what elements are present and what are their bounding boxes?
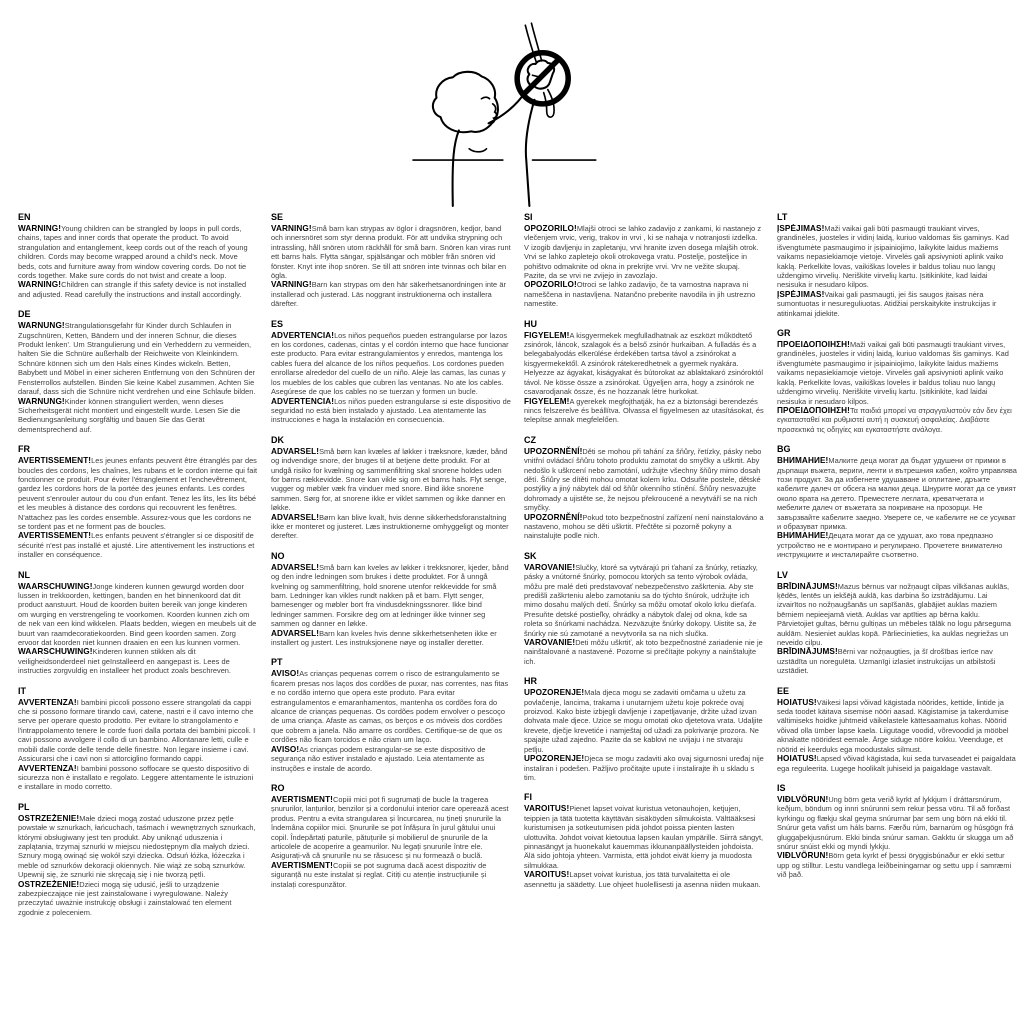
warning-label: WAARSCHUWING! <box>18 581 93 591</box>
warning-paragraph <box>271 447 511 513</box>
language-code: RO <box>271 782 285 793</box>
warning-paragraph <box>18 321 258 396</box>
warning-label: UPOZORNĚNÍ! <box>524 512 583 522</box>
warning-text: Slučky, ktoré sa vytvárajú pri ťahaní za šnúrky, retiazky, pásky a vnútorné šnúrky, pomocou ktorých sa tento výrobok ovláda, môžu pre malé deti predstavovať nebezpečenstvo zaškrtenia. Aby ste predišli zaškrteniu alebo zamotaniu sa do týchto šnúrok, udržujte ich mimo dosahu malých detí. Šnúrky sa môžu omotať okolo krku dieťaťa. Presuňte detské postieľky, ohrádky a nábytok ďalej od okna, kde sa roleta so šnúrkami nachádza. Nezväzujte šnúrky dokopy. Uistite sa, že šnúrky nie sú zamotané a nevytvorila sa na nich slučka. <box>524 562 758 638</box>
warning-paragraph <box>777 406 1017 434</box>
warning-text: Små børn kan kvæles af løkker i træksnore, kæder, bånd og indvendige snore, der bruges til at betjene dette produkt. For at undgå risiko for kvælning og sammenfiltring skal snorene holdes uden for børns rækkevidde. Snore kan vikle sig om et barns hals. Flyt senge, vugger og møbler væk fra vinduer med snore. Bind ikke snorene sammen. Sørg for, at snorene ikke er viklet sammen og ikke danner en løkke. <box>271 446 508 513</box>
warning-text: Bērni var nožņaugties, ja šī drošības ierīce nav uzstādīta un noregulēta. Uzmanīgi izlasiet instrukcijas un atbilstoši uzstādiet. <box>777 647 996 676</box>
warning-paragraph <box>777 224 1017 290</box>
language-code: SE <box>271 212 284 222</box>
warning-text: Deti môžu uškrtiť, ak toto bezpečnostné zariadenie nie je nainštalované a nastavené. Pozorne si prečítajte pokyny a nainštalujte ich. <box>524 638 763 666</box>
warning-label: AVERTISSEMENT! <box>18 531 92 541</box>
warning-text: Ung börn geta verið kyrkt af lykkjum í dráttarsnúrum, keðjum, böndum og innri snúrunni sem rekur þessa vöru. Til að forðast kyrkingu og flækju skal geyma snúrurnar þar sem ung börn ná ekki til. Snúrur geta vafist um háls barns. Færðu rúm, barnarúm og húsgögn frá gluggaþekjusnúrum. Ekki binda snúrur saman. Gakktu úr skugga um að snúrur snúist ekki og myndi lykkju. <box>777 794 1014 851</box>
language-code: LT <box>777 212 788 222</box>
warning-paragraph <box>777 754 1017 773</box>
collar-curve <box>469 149 486 152</box>
warning-label: VAROVANIE! <box>524 638 576 648</box>
warning-paragraph <box>18 531 258 559</box>
warning-paragraph <box>524 804 764 870</box>
warning-label: AVERTISMENT! <box>271 794 333 804</box>
warning-label: WAARSCHUWING! <box>18 647 93 657</box>
warning-text: Börn geta kyrkt ef þessi öryggisbúnaður er ekki settur upp og stilltur. Lestu vandlega leiðbeiningarnar og settu upp í samræmi við það. <box>777 851 1012 880</box>
warning-paragraph <box>18 456 258 531</box>
warning-text: Maži vaikai gali būti pasmaugti traukiant virves, grandinėles, juosteles ir vidinį laidą, kuriuo valdomas šis gaminys. Kad išvengtumėte pasmaugimo ir įsipainiojimo, laikykite laidus mažiems vaikams nepasiekiamoje vietoje. Virvelės gali apsivynioti aplink vaiko kaklą. Perkelkite lovas, vaikiškas loveles ir baldus toliau nuo langų uždengimo virvelių. Neriškite virvelių kartu. Įsitikinkite, kad laidai nesisuka ir nesudaro kilpos. <box>777 340 1009 406</box>
warning-paragraph <box>271 397 511 425</box>
warning-text: Pienet lapset voivat kuristua vetonauhojen, ketjujen, teippien ja tätä tuotetta käyttävän sisäköyden silmukoista. Välttääksesi kuristumisen ja sotkeutumisen pidä johdot poissa pienten lasten ulottuvilta. Johdot voivat kietoutua lapsen kaulan ympärille. Siirrä sängyt, pinnasängyt ja huonekalut kauemmas ikkunanpäällysteiden johdoista. Älä sido johtoja yhteen. Varmista, että johdot eivät kierry ja muodosta silmukkaa. <box>524 804 764 870</box>
language-section-fi <box>524 792 764 889</box>
warning-label: AVERTISSEMENT! <box>18 456 92 466</box>
warning-paragraph <box>777 340 1017 406</box>
warning-text: Kinderen kunnen stikken als dit veiligheidsonderdeel niet geïnstalleerd en aangepast is. Lees de instructies zorgvuldig en installeer het product zoals beschreven. <box>18 647 231 676</box>
warning-paragraph <box>777 851 1017 879</box>
language-code: ES <box>271 318 284 329</box>
warning-label: BRĪDINĀJUMS! <box>777 581 838 591</box>
warning-paragraph <box>524 754 764 782</box>
warning-label: VAROVANIE! <box>524 562 576 572</box>
warning-paragraph <box>524 513 764 541</box>
language-section-en <box>18 212 258 299</box>
warning-paragraph <box>271 669 511 744</box>
warning-paragraph <box>524 688 764 754</box>
warning-label: UPOZORNĚNÍ! <box>524 446 583 456</box>
warning-text: Copiii mici pot fi sugrumați de bucle la tragerea șnururilor, lanțurilor, benzilor și a cordonului interior care operează acest produs. Pentru a evita strangularea și încurcarea, nu țineți șnururile la îndemâna copiilor mici. Șnururile se pot înfășura în jurul gâtului unui copil. Îndepărtați paturile, pătuțurile și mobilierul de șnururile de la articolele de acoperire a geamurilor. Nu legați șnururile între ele. Asigurați-vă că șnururile nu se răsucesc și nu formează o buclă. <box>271 794 509 861</box>
warning-text: Mlajši otroci se lahko zadavijo z zankami, ki nastanejo z vlečenjem vrvic, verig, trakov in vrvi , ki se nahaja v notranjosti izdelka. V izogib davljenju in zapletanju, vrvi hranite izven dosega mlajših otrok. Vrvi se lahko zapletejo okoli otrokovega vratu. Postelje, posteljice in pohištvo odmaknite od okna in prekrijte vrvi. Vrv ne vežite skupaj. Pazite, da se vrvi ne zvijejo in zavozlajo. <box>524 224 762 281</box>
warning-label: VIÐLVÖRUN! <box>777 851 829 861</box>
warning-paragraph <box>271 563 511 629</box>
warning-text: As crianças podem estrangular-se se este dispositivo de segurança não estiver instalado e ajustado. Leia atentamente as instruções e instale de acordo. <box>271 744 486 773</box>
language-code: DK <box>271 434 284 445</box>
warning-text: Børn kan blive kvalt, hvis denne sikkerhedsforanstaltning ikke er monteret og justeret. Læs instruktionerne omhyggeligt og monter derefter. <box>271 512 509 541</box>
warning-label: FIGYELEM! <box>524 330 570 340</box>
warning-paragraph <box>18 224 258 280</box>
language-code: IT <box>18 685 26 696</box>
warning-text: Små barn kan kveles av løkker i trekksnorer, kjeder, bånd og den indre ledningen som brukes i dette produktet. For å unngå kvelning og sammenfiltring, hold snorene utenfor rekkevidde for små barn. Ledninger kan vikles rundt nakken på et barn. Flytt senger, barnesenger og møbler bort fra vindusdekningssnorer. Ikke bind ledninger sammen. Forsikre deg om at ledninger ikke tvinner seg sammen og danner en løkke. <box>271 562 509 629</box>
warning-paragraph <box>777 647 1017 675</box>
language-code: BG <box>777 444 791 455</box>
warning-text: Les enfants peuvent s'étrangler si ce dispositif de sécurité n'est pas installé et ajusté. Lire attentivement les instructions et installer en conséquence. <box>18 531 255 560</box>
warning-paragraph <box>777 698 1017 754</box>
warning-paragraph <box>18 647 258 675</box>
warning-paragraph <box>524 870 764 889</box>
warning-label: ADVERTENCIA! <box>271 330 335 340</box>
warning-label: WARNUNG! <box>18 321 65 331</box>
language-code: EN <box>18 212 31 222</box>
language-code: NO <box>271 550 285 561</box>
language-code: PL <box>18 801 30 812</box>
warning-label: FIGYELEM! <box>524 396 570 406</box>
language-section-ee <box>777 686 1017 773</box>
warning-label: AVISO! <box>271 669 300 679</box>
warning-paragraph <box>524 397 764 425</box>
warning-text: Lapset voivat kuristua, jos tätä turvalaitetta ei ole asennettu ja säädetty. Lue ohjeet huolellisesti ja asenna niiden mukaan. <box>524 870 761 889</box>
language-code: GR <box>777 328 791 339</box>
warning-paragraph <box>524 447 764 513</box>
warning-text: Kinder können stranguliert werden, wenn dieses Sicherheitsgerät nicht montiert und eingestellt wurde. Lesen Sie die Bedienungsanleitung sorgfältig und bauen Sie das Gerät dementsprechend auf. <box>18 396 241 434</box>
language-section-si <box>524 212 764 309</box>
warning-text: Los niños pueden estrangularse si este dispositivo de seguridad no está bien instalado y ajustado. Lea atentamente las instrucciones e haga la instalación en consecuencia. <box>271 396 511 425</box>
child-reaching-for-cord-illustration <box>404 14 616 208</box>
column-1 <box>18 212 258 927</box>
warning-paragraph <box>18 764 258 792</box>
warning-label: ΠΡΟΕΙΔΟΠΟΙΗΣΗ! <box>777 340 850 350</box>
language-section-bg <box>777 444 1017 559</box>
warning-text: Mala djeca mogu se zadaviti omčama u užetu za povlačenje, lancima, trakama i unutarnjem užetu koje pokreće ovaj proizvod. Kako biste izbjegli davljenje i zapetljavanje, držite užad izvan dohvata male djece. Uzice se mogu omotati oko djetetova vrata. Udaljite krevete, dječje krevetiće i namještaj od užadi za pokrivanje prozora. Ne spajajte užad zajedno. Pazite da se kablovi ne uvijaju i ne stvaraju petlju. <box>524 688 763 754</box>
warning-label: HOIATUS! <box>777 697 817 707</box>
warning-text: Barn kan strypas om den här säkerhetsanordningen inte är installerad och justerad. Läs noggrant instruktionerna och installera därefter. <box>271 280 506 309</box>
warning-label: ADVARSEL! <box>271 628 320 638</box>
language-code: CZ <box>524 434 536 445</box>
language-section-gr <box>777 328 1017 434</box>
warning-text: Små barn kan strypas av öglor i dragsnören, kedjor, band och innersnöret som styr denna produkt. För att undvika strypning och intrassling, håll snören utom räckhåll för små barn. Snören kan viras runt ett barns hals. Flytta sängar, spjälsängar och möbler från snören vid fönster. Knyt inte ihop snören. Se till att snören inte tvinnas och bilar en ögla. <box>271 224 511 281</box>
warning-text: Los niños pequeños pueden estrangularse por lazos en los cordones, cadenas, cintas y el cordón interno que hace funcionar este producto. Para evitar estrangulamientos y enredos, mantenga los cables fuera del alcance de los niños pequeños. Los cordones pueden enrollarse alrededor del cuello de un niño. Aleje las camas, las cunas y los muebles de los cables que cubren las ventanas. No ate los cables. Asegúrese de que los cables no se tuerzan y formen un bucle. <box>271 330 509 397</box>
warning-paragraph <box>777 795 1017 851</box>
warning-label: VIÐLVÖRUN! <box>777 794 829 804</box>
language-code: DE <box>18 309 31 320</box>
warning-text: Małe dzieci mogą zostać uduszone przez pętle powstałe w sznurkach, łańcuchach, taśmach i wewnętrznych sznurkach, którymi obsługiwany jest ten produkt. Aby uniknąć uduszenia i zaplątania, trzymaj sznurki w miejscu niedostępnym dla małych dzieci. Sznury mogą owinąć się wokół szyi dziecka. Odsuń łóżka, łóżeczka i meble od sznurków dekoracji okiennych. Nie wiąż ze sobą sznurków. Upewnij się, że sznurki nie skręcają się i nie tworzą pętli. <box>18 813 256 880</box>
warning-label: ĮSPĖJIMAS! <box>777 289 825 299</box>
warning-paragraph <box>271 331 511 397</box>
language-section-es <box>271 319 511 425</box>
warning-text: Малките деца могат да бъдат удушени от примки в дърпащи въжета, вериги, ленти и вътрешния кабел, който управлява този продукт. За да избегнете удушаване и оплитане, дръжте кабелите далеч от обсега на малки деца. Шнурите могат да се увият около врата на детето. Преместете леглата, креватчетата и мебелите далеч от въжетата за покриване на прозорци. Не завързвайте кабелите заедно. Уверете се, че кабелите не се усукват и образуват примка. <box>777 456 1017 531</box>
warning-label: UPOZORENJE! <box>524 688 585 698</box>
language-code: HR <box>524 676 537 687</box>
warning-label: OPOZORILO! <box>524 280 577 290</box>
language-code: EE <box>777 685 790 696</box>
warning-paragraph <box>271 745 511 773</box>
warning-label: WARNUNG! <box>18 396 65 406</box>
warning-paragraph <box>271 795 511 861</box>
warning-paragraph <box>524 224 764 280</box>
language-code: NL <box>18 569 30 580</box>
warning-text: A gyerekek megfojthatják, ha ez a biztonsági berendezés nincs felszerelve és beállítva. Olvassa el figyelmesen az utasításokat, és telepítse annak megfelelően. <box>524 396 764 425</box>
warning-paragraph <box>777 531 1017 559</box>
child-back-outline <box>453 130 459 206</box>
language-section-nl <box>18 570 258 676</box>
warning-text: Young children can be strangled by loops in pull cords, chains, tapes and inner cords that operate the product. To avoid strangulation and entanglement, keep cords out of the reach of young children. Cords may become wrapped around a child's neck. Move beds, cots and furniture away from window covering cords. Do not tie cords together. Make sure cords do not twist and create a loop. <box>18 224 248 281</box>
warning-paragraph <box>271 861 511 889</box>
language-columns <box>18 212 1017 927</box>
language-section-dk <box>271 435 511 541</box>
warning-paragraph <box>271 224 511 280</box>
language-code: SK <box>524 550 537 561</box>
warning-label: AVVERTENZA! <box>18 697 77 707</box>
warning-label: AVVERTENZA! <box>18 763 77 773</box>
language-section-is <box>777 783 1017 880</box>
language-section-hu <box>524 319 764 425</box>
language-section-pt <box>271 657 511 772</box>
warning-text: I bambini possono soffocare se questo dispositivo di sicurezza non è installato e regolato. Leggere attentamente le istruzioni e installare in modo corretto. <box>18 763 254 792</box>
face-brow <box>481 97 489 99</box>
warning-label: OSTRZEŻENIE! <box>18 879 80 889</box>
warning-label: VAROITUS! <box>524 870 570 880</box>
warning-label: ADVARSEL! <box>271 512 320 522</box>
warning-paragraph <box>524 280 764 308</box>
warning-paragraph <box>271 513 511 541</box>
language-section-ro <box>271 783 511 889</box>
language-code: HU <box>524 318 537 329</box>
language-section-lt <box>777 212 1017 318</box>
language-section-de <box>18 309 258 434</box>
language-code: LV <box>777 569 788 580</box>
warning-paragraph <box>524 331 764 397</box>
warning-label: AVERTISMENT! <box>271 860 333 870</box>
warning-text: Pokud toto bezpečnostní zařízení není nainstalováno a nastaveno, mohou se děti uškrtit. Přečtěte si pozorně pokyny a nainstalujte podle nich. <box>524 512 764 541</box>
language-section-pl <box>18 802 258 917</box>
warning-paragraph <box>18 397 258 435</box>
column-4 <box>777 212 1017 890</box>
column-2 <box>271 212 511 899</box>
warning-text: A kisgyermekek megfulladhatnak az eszközt működtető zsinórok, láncok, szalagok és a belső zsinór hurkaiban. A fulladás és a belegabalyodás elkerülése érdekében tartsa távol a zsinórokat a kisgyermekektől. A zsinórok rátekeredhetnek a gyermek nyakára. Helyezze az ágyakat, kiságyakat és bútorokat az ablaktakaró zsinóroktól távol. Ne kösse össze a zsinórokat. Ügyeljen arra, hogy a zsinórok ne csavarodjanak össze, és ne hozzanak létre hurkokat. <box>524 330 764 397</box>
warning-label: OSTRZEŻENIE! <box>18 813 80 823</box>
warning-text: Vaikai gali pasmaugti, jei šis saugos įtaisas nėra sumontuotas ir nesureguliuotas. Atidžiai perskaitykite instrukcijas ir atitinkamai įdiekite. <box>777 289 997 318</box>
language-section-lv <box>777 570 1017 676</box>
warning-paragraph <box>18 880 258 918</box>
language-section-cz <box>524 435 764 541</box>
warning-label: AVISO! <box>271 744 300 754</box>
column-3 <box>524 212 764 899</box>
warning-label: UPOZORENJE! <box>524 754 585 764</box>
warning-label: OPOZORILO! <box>524 224 577 233</box>
language-section-se <box>271 212 511 309</box>
warning-text: Děti se mohou při tahání za šňůry, řetízky, pásky nebo vnitřní ovládací šňůru tohoto produktu zamotat do smyčky a uškrtit. Aby nedošlo k uškrcení nebo zamotání, udržujte všechny šňůry mimo dosah dětí. Šňůry se dítěti mohou omotat kolem krku. Odsuňte postele, dětské postýlky a jiný nábytek dál od šňůr okenního stínění. Šňůry nesvazujte dohromady a ujistěte se, že nejsou překroucené a nevytváří se na nich smyčky. <box>524 446 762 513</box>
language-code: IS <box>777 782 786 793</box>
warning-text: Mazus bērnus var nožņaugt cilpas vilkšanas auklās, ķēdēs, lentēs un iekšējā auklā, kas darbina šo izstrādājumu. Lai izvairītos no nožņaugšanās un sapīšanās, glabājiet auklas maziem bērniem nepieejamā vietā. Auklas var aptīties ap bērna kaklu. Pārvietojiet gultas, bērnu gultiņas un mēbeles tālāk no logu pārseguma auklām. Nesieniet auklas kopā. Pārliecinieties, ka auklas negriežas un neveido cilpu. <box>777 581 1011 648</box>
warning-paragraph <box>271 629 511 648</box>
child-arm-torso-front <box>526 100 535 206</box>
warning-text: Dzieci mogą się udusić, jeśli to urządzenie zabezpieczające nie jest zainstalowane i wyregulowane. Należy przeczytać uważnie instrukcję obsługi i zainstalować ten element zgodnie z poleceniem. <box>18 879 232 917</box>
warning-text: Lapsed võivad kägistada, kui seda turvaseadet ei paigaldata ega reguleerita. Lugege hoolikalt juhiseid ja paigaldage vastavalt. <box>777 754 1016 773</box>
warning-label: ĮSPĖJIMAS! <box>777 224 825 233</box>
language-section-sk <box>524 551 764 666</box>
warning-text: As crianças pequenas correm o risco de estrangulamento se ficarem presas nos laços dos cordões de puxar, nas correntes, nas fitas e no cordão interno que opera este produto. Para evitar estrangulamentos e emaranhamentos, mantenha os cordões fora do alcance de crianças pequenas. Os cordões podem envolver o pescoço de uma criança. Afaste as camas, os berços e os móveis dos cordões que cobrem a janela. Não amarre os cordões. Certifique-se de que os cordões não ficam torcidos e não criam um laço. <box>271 669 509 745</box>
warning-label: ADVARSEL! <box>271 562 320 572</box>
warning-text: Djeca se mogu zadaviti ako ovaj sigurnosni uređaj nije instaliran i podešen. Pažljivo pročitajte upute i instalirajte ih u skladu s tim. <box>524 754 764 782</box>
warning-text: Jonge kinderen kunnen gewurgd worden door lussen in trekkoorden, kettingen, banden en het binnenkoord dat dit product aanstuurt. Houd de koorden buiten bereik van jonge kinderen om wurging en verstrengeling te voorkomen. Koorden kunnen zich om de nek van een kind wikkelen. Plaats bedden, wiegen en meubels uit de buurt van raamdecoratiekoorden. Bind geen koorden samen. Zorg ervoor dat koorden niet kunnen draaien en een lus kunnen vormen. <box>18 581 257 648</box>
warning-paragraph <box>777 290 1017 318</box>
warning-label: ADVARSEL! <box>271 446 320 456</box>
warning-paragraph <box>18 582 258 648</box>
language-code: SI <box>524 212 533 222</box>
warning-text: Maži vaikai gali būti pasmaugti traukiant virves, grandinėles, juosteles ir vidinį laidą, kuriuo valdomas šis gaminys. Kad išvengtumėte pasmaugimo ir įsipainiojimo, laikykite laidus mažiems vaikams nepasiekiamoje vietoje. Virvelės gali apsivynioti aplink vaiko kaklą. Perkelkite lovas, vaikiškas loveles ir baldus toliau nuo langų uždengimo virvelių. Neriškite virvelių kartu. Įsitikinkite, kad laidai nesisuka ir nesudaro kilpos. <box>777 224 1009 290</box>
language-code: PT <box>271 657 283 668</box>
warning-text: I bambini piccoli possono essere strangolati da cappi che si possono formare tirando cavi, catene, nastri e il cavo interno che serve per operare questo prodotto. Per evitare lo strangolamento e l'intrappolamento tenere le corde fuori dalla portata dei bambini piccoli. I cavi possono avvolgere il collo di un bambino. Allontanare letti, culle e mobili dalle corde delle tende delle finestre. Non legare insieme i cavi. Assicurarsi che i cavi non si attorciglino formando cappi. <box>18 697 256 764</box>
warning-text: Les jeunes enfants peuvent être étranglés par des boucles des cordons, les chaînes, les rubans et le cordon interne qui fait fonctionner ce produit. Pour éviter l'étranglement et l'enchevêtrement, gardez les cordons hors de la portée des jeunes enfants. Les cordes peuvent s'enrouler autour du cou d'un enfant. Tenez les lits, les lits bébé et les meubles à distance des cordons qui recouvrent les fenêtres. N'attachez pas les cordes ensemble. Assurez-vous que les cordons ne se tordent pas et ne forment pas de boucles. <box>18 456 258 531</box>
warning-text: Децата могат да се удушат, ако това предпазно устройство не е монтирано и регулирано. Прочетете внимателно инструкциите и инсталирайте съответно. <box>777 531 1003 560</box>
warning-label: HOIATUS! <box>777 754 817 764</box>
warning-label: VARNING! <box>271 224 312 233</box>
warning-text: Copiii se pot sugruma dacă acest dispozitiv de siguranță nu este instalat și reglat. Citiți cu atenție instrucțiunile și instalați corespunzător. <box>271 860 487 889</box>
warning-paragraph <box>18 280 258 299</box>
warning-label: BRĪDINĀJUMS! <box>777 647 838 657</box>
warning-label: VARNING! <box>271 280 312 290</box>
warning-label: VAROITUS! <box>524 804 570 814</box>
warning-text: Strangulationsgefahr für Kinder durch Schlaufen in Zugschnüren, Ketten, Bändern und der inneren Schnur, die dieses Produkt lenken'. Um Strangulierung und ein Verheddern zu vermeiden, halten Sie die Schnüre außerhalb der Reichweite von Kleinkindern. Schnüre können sich um den Hals eines Kindes wickeln. Betten, Babybett und Möbel in einer sicheren Entfernung von den Schnüren der Fensterrollos aufstellen. Binden Sie keine Kabel zusammen. Achten Sie darauf, dass sich die Schnüre nicht verdrehen und eine Schlaufe bilden. <box>18 321 256 397</box>
language-code: FR <box>18 444 30 455</box>
warning-paragraph <box>777 456 1017 531</box>
warning-text: Otroci se lahko zadavijo, če ta varnostna naprava ni nameščena in nastavljena. Natančno preberite navodila in jih ustrezno namestite. <box>524 280 756 309</box>
warning-text: Barn kan kveles hvis denne sikkerhetsenheten ikke er installert og justert. Les instruksjonene nøye og installer deretter. <box>271 628 497 648</box>
language-section-hr <box>524 676 764 782</box>
warning-text: Children can strangle if this safety device is not installed and adjusted. Read carefully the instructions and install accordingly. <box>18 280 247 299</box>
warning-paragraph <box>18 814 258 880</box>
language-section-fr <box>18 444 258 559</box>
warning-paragraph <box>524 563 764 638</box>
warning-text: Väikesi lapsi võivad kägistada nöörides, kettide, lintide ja seda toodet käitava sisemise nööri aasad. Kägistamise ja takerdumise vältimiseks hoidke juhtmeid väikelastele kättesaamatus kohas. Nöörid võivad olla ümber lapse kaela. Liigutage voodid, võrevoodid ja mööbel aknakatte nööridest eemale. Ärge siduge nööre kokku. Veenduge, et nöörid ei keerduks ega moodustaks silmust. <box>777 697 1009 754</box>
warning-label: ADVERTENCIA! <box>271 396 335 406</box>
warning-text: Τα παιδιά μπορεί να στραγγαλιστούν εάν δεν έχει εγκατασταθεί και ρυθμιστεί αυτή η συσκευή ασφαλείας. Διαβάστε προσεκτικά τις οδηγίες και εγκαταστήστε ανάλογα. <box>777 405 1012 434</box>
warning-paragraph <box>524 638 764 666</box>
warning-label: WARNING! <box>18 280 62 290</box>
warning-paragraph <box>271 280 511 308</box>
warning-label: WARNING! <box>18 224 62 233</box>
language-section-it <box>18 686 258 792</box>
language-code: FI <box>524 792 532 803</box>
warning-label: ВНИМАНИЕ! <box>777 456 829 466</box>
warning-label: ВНИМАНИЕ! <box>777 531 829 541</box>
warning-paragraph <box>18 698 258 764</box>
language-section-no <box>271 551 511 648</box>
warning-paragraph <box>777 582 1017 648</box>
warning-label: ΠΡΟΕΙΔΟΠΟΙΗΣΗ! <box>777 405 850 415</box>
